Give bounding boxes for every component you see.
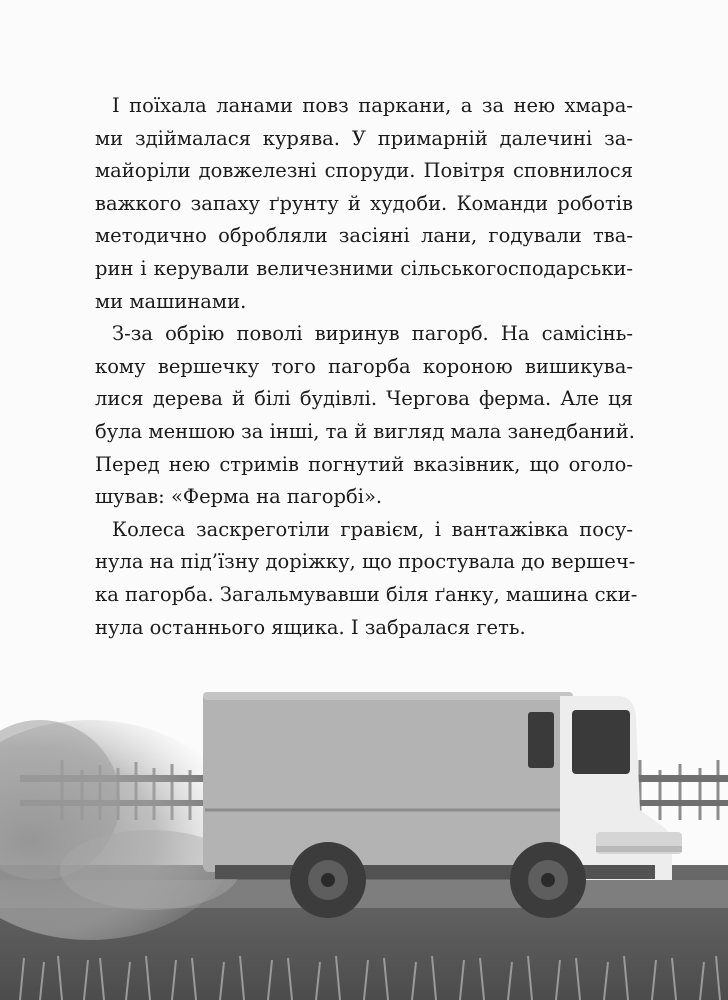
text-line: Перед нею стримів погнутий вказівник, що оголо- [95, 452, 633, 476]
text-line: шував: «Ферма на пагорбі». [95, 485, 383, 509]
paragraph-2 [95, 318, 633, 514]
text-line: методично обробляли засіяні лани, годували тва- [95, 224, 633, 248]
delivery-truck [203, 692, 682, 880]
text-line: ка пагорба. Загальмувавши біля ґанку, машина ски- [95, 582, 638, 606]
text-line: З-за обрію поволі виринув пагорб. На самісінь- [112, 322, 633, 346]
text-line: Колеса заскреготіли гравієм, і вантажівка посу- [112, 517, 633, 541]
truck-wheel [290, 842, 366, 918]
text-line: була меншою за інші, та й вигляд мала занедбаний. [95, 419, 635, 443]
text-line: майоріли довжелезні споруди. Повітря сповнилося [95, 159, 633, 183]
paragraph-1 [95, 90, 633, 318]
text-line: кому вершечку того пагорба короною вишикува- [95, 354, 633, 378]
story-text [95, 90, 638, 644]
text-line: рин і керували величезними сільськогосподарськи- [95, 256, 633, 280]
truck-illustration [0, 660, 728, 1000]
text-line: І поїхала ланами повз паркани, а за нею хмара- [112, 94, 633, 117]
paragraph-3 [95, 514, 638, 644]
text-line: нула на під’їзну доріжку, що простувала до вершеч- [95, 550, 636, 574]
text-line: ми машинами. [95, 289, 247, 313]
text-line: важкого запаху ґрунту й худоби. Команди роботів [95, 191, 633, 215]
text-line: лися дерева й білі будівлі. Чергова ферма. Але ця [95, 387, 633, 411]
text-line: нула останнього ящика. І забралася геть. [95, 615, 526, 639]
truck-wheel [510, 842, 586, 918]
text-line: ми здіймалася курява. У примарній далечині за- [95, 126, 633, 150]
